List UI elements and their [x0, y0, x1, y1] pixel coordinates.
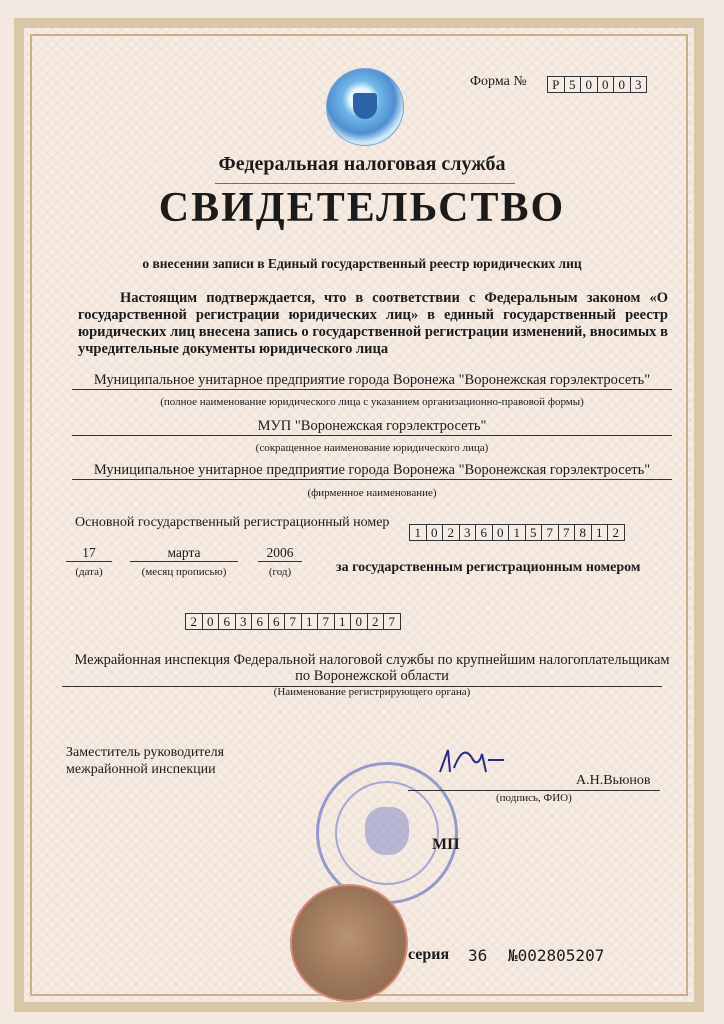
fns-hologram-icon	[326, 68, 404, 146]
signer-position: Заместитель руководителя межрайонной инспекции	[66, 745, 225, 777]
form-code-boxes	[548, 76, 647, 93]
ogrn-boxes	[410, 524, 625, 541]
grn-digit-box-3: 3	[235, 613, 253, 630]
ogrn-digit-box-0: 1	[409, 524, 427, 541]
grn-digit-box-5: 6	[268, 613, 286, 630]
brand-name-caption: (фирменное наименование)	[307, 487, 437, 499]
document-subtitle: о внесении записи в Единый государственный реестр юридических лиц	[142, 256, 582, 271]
grn-digit-box-12: 7	[383, 613, 401, 630]
date-month-caption: (месяц прописью)	[141, 566, 227, 578]
ogrn-digit-box-1: 0	[426, 524, 444, 541]
full-name-field: Муниципальное унитарное предприятие города Воронежа "Воронежская горэлектросеть"	[72, 372, 672, 390]
form-code-box-4: 0	[613, 76, 631, 93]
ogrn-digit-box-12: 2	[607, 524, 625, 541]
date-month: марта	[130, 545, 238, 562]
confirmation-paragraph: Настоящим подтверждается, что в соответствии с Федеральным законом «О государственной регистрации юридических лиц» в единый государственный реестр юридических лиц внесена запись о государственной регистрации изменений, вносимых в учредительные документы юридического лица	[78, 290, 668, 357]
signature-line	[408, 790, 660, 791]
ogrn-digit-box-7: 5	[525, 524, 543, 541]
mp-mark: МП	[432, 836, 460, 853]
grn-digit-box-0: 2	[185, 613, 203, 630]
brand-name-field: Муниципальное унитарное предприятие города Воронежа "Воронежская горэлектросеть"	[72, 462, 672, 480]
signature-caption: (подпись, ФИО)	[496, 792, 572, 804]
grn-digit-box-7: 1	[301, 613, 319, 630]
serial-number: №002805207	[508, 946, 605, 965]
ogrn-label: Основной государственный регистрационный номер	[75, 515, 390, 530]
handwritten-signature	[432, 742, 522, 782]
grn-digit-box-10: 0	[350, 613, 368, 630]
signer-name: А.Н.Вьюнов	[576, 773, 651, 788]
ogrn-digit-box-10: 8	[574, 524, 592, 541]
ogrn-digit-box-4: 6	[475, 524, 493, 541]
short-name-field: МУП "Воронежская горэлектросеть"	[72, 418, 672, 436]
date-year: 2006	[258, 545, 302, 562]
grn-digit-box-8: 7	[317, 613, 335, 630]
grn-digit-box-2: 6	[218, 613, 236, 630]
date-year-caption: (год)	[268, 566, 292, 578]
form-code-box-3: 0	[597, 76, 615, 93]
ogrn-digit-box-2: 2	[442, 524, 460, 541]
grn-digit-box-9: 1	[334, 613, 352, 630]
agency-name: Федеральная налоговая служба	[218, 153, 506, 175]
ogrn-digit-box-5: 0	[492, 524, 510, 541]
form-code-box-0: Р	[547, 76, 565, 93]
ogrn-digit-box-6: 1	[508, 524, 526, 541]
date-day-caption: (дата)	[75, 566, 103, 578]
ogrn-digit-box-3: 3	[459, 524, 477, 541]
grn-digit-box-4: 6	[251, 613, 269, 630]
blue-round-stamp	[316, 762, 458, 904]
ogrn-digit-box-8: 7	[541, 524, 559, 541]
serial-label: серия	[408, 946, 450, 963]
short-name-caption: (сокращенное наименование юридического лица)	[255, 442, 489, 454]
form-code-box-1: 5	[564, 76, 582, 93]
serial-region: 36	[468, 946, 488, 965]
grn-digit-box-1: 0	[202, 613, 220, 630]
ogrn-digit-box-9: 7	[558, 524, 576, 541]
brown-seal	[290, 884, 408, 1002]
date-day: 17	[66, 545, 112, 562]
grn-digit-box-6: 7	[284, 613, 302, 630]
grn-digit-box-11: 2	[367, 613, 385, 630]
authority-caption: (Наименование регистрирующего органа)	[273, 686, 471, 698]
ogrn-digit-box-11: 1	[591, 524, 609, 541]
grn-label: за государственным регистрационным номером	[336, 560, 641, 575]
full-name-caption: (полное наименование юридического лица с указанием организационно-правовой формы)	[160, 396, 584, 408]
registering-authority: Межрайонная инспекция Федеральной налоговой службы по крупнейшим налогоплательщикам по Воронежской области	[74, 652, 670, 684]
form-code-box-2: 0	[580, 76, 598, 93]
form-label: Форма №	[470, 74, 527, 89]
document-title: СВИДЕТЕЛЬСТВО	[158, 185, 566, 231]
grn-boxes	[186, 613, 401, 630]
form-code-box-5: 3	[630, 76, 648, 93]
